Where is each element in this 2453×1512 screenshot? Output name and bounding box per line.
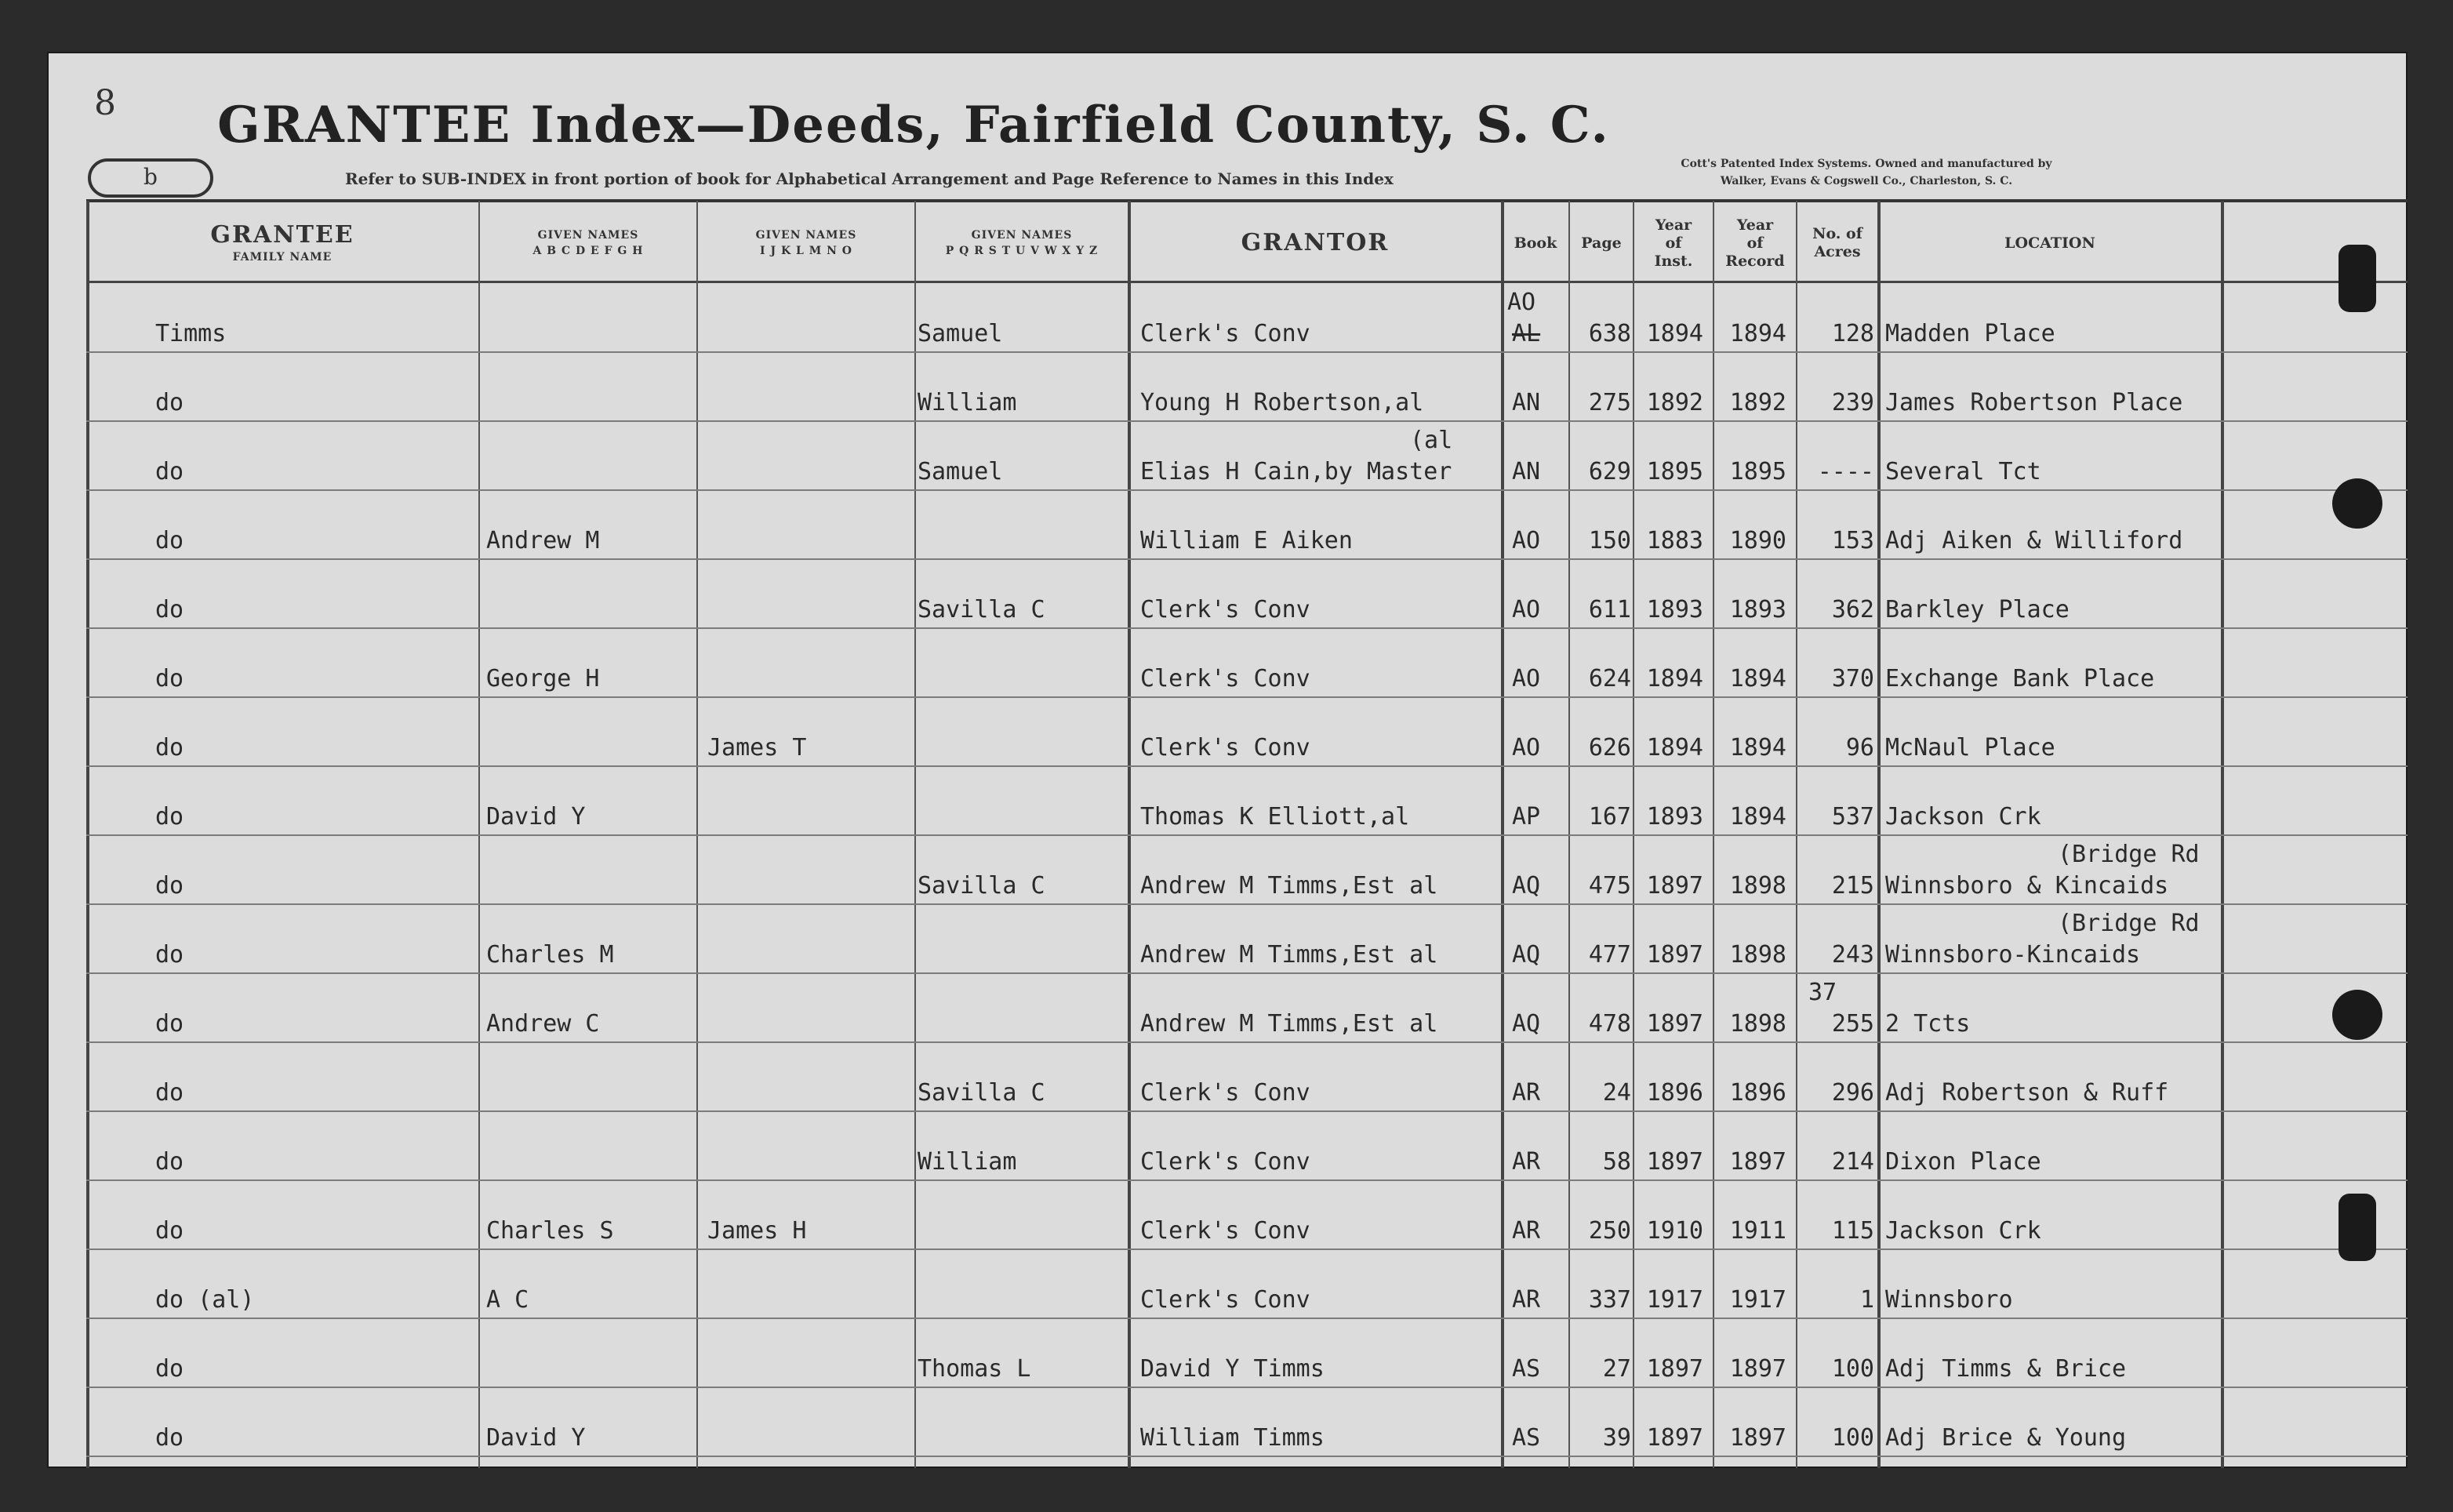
year-of-record-cell: 1893 bbox=[1729, 596, 1786, 623]
page-number-cell: 275 bbox=[1588, 389, 1631, 416]
col-header-label: Acres bbox=[1814, 243, 1861, 260]
acres-cell: 115 bbox=[1831, 1217, 1874, 1245]
year-of-record-cell: 1892 bbox=[1729, 389, 1786, 416]
location-cell: Barkley Place bbox=[1885, 596, 2070, 623]
page-number-cell: 638 bbox=[1588, 320, 1631, 347]
year-of-instrument-cell: 1894 bbox=[1646, 734, 1703, 761]
col-header-label: LOCATION bbox=[2004, 234, 2095, 252]
page-number-cell: 58 bbox=[1602, 1148, 1631, 1176]
col-header-page bbox=[1570, 205, 1633, 281]
given-name-p-z-cell: Samuel bbox=[918, 458, 1003, 485]
given-name-p-z-cell: Savilla C bbox=[918, 1079, 1045, 1107]
grantor-note: (al bbox=[1410, 427, 1453, 454]
location-cell: Adj Robertson & Ruff bbox=[1885, 1079, 2169, 1107]
year-of-record-cell: 1898 bbox=[1729, 1010, 1786, 1038]
col-header-label: No. of bbox=[1812, 225, 1862, 242]
corner-mark: 8 bbox=[94, 83, 116, 123]
year-of-record-cell: 1911 bbox=[1729, 1217, 1786, 1245]
page-number-cell: 629 bbox=[1588, 458, 1631, 485]
year-of-record-cell: 1890 bbox=[1729, 527, 1786, 554]
acres-cell: 100 bbox=[1831, 1355, 1874, 1383]
grantee-family-name-cell: do bbox=[155, 941, 184, 969]
col-header-year-inst bbox=[1634, 205, 1713, 281]
book-code-cell: AP bbox=[1512, 803, 1541, 831]
grantee-family-name-cell: do bbox=[155, 527, 184, 554]
col-header-label: of bbox=[1746, 234, 1764, 252]
publisher-line: Walker, Evans & Cogswell Co., Charleston, S. C. bbox=[1720, 175, 2013, 187]
acres-cell: 296 bbox=[1831, 1079, 1874, 1107]
year-of-record-cell: 1917 bbox=[1729, 1286, 1786, 1314]
book-code-cell: AR bbox=[1512, 1148, 1541, 1176]
book-code-cell: AO bbox=[1512, 734, 1541, 761]
year-of-instrument-cell: 1894 bbox=[1646, 320, 1703, 347]
given-name-p-z-cell: Samuel bbox=[918, 320, 1003, 347]
given-name-a-h-cell: Charles M bbox=[486, 941, 614, 969]
grantee-family-name-cell: do bbox=[155, 803, 184, 831]
page-number-cell: 475 bbox=[1588, 872, 1631, 900]
given-name-a-h-cell: A C bbox=[486, 1286, 529, 1314]
index-card bbox=[47, 52, 2408, 1468]
acres-cell: 1 bbox=[1859, 1286, 1874, 1314]
row-rule bbox=[86, 1110, 2408, 1112]
book-code-cell: AR bbox=[1512, 1079, 1541, 1107]
given-name-a-h-cell: Andrew C bbox=[486, 1010, 600, 1038]
location-cell: Several Tct bbox=[1885, 458, 2041, 485]
col-header-given-i-o bbox=[698, 205, 914, 281]
grantee-family-name-cell: do bbox=[155, 872, 184, 900]
year-of-record-cell: 1896 bbox=[1729, 1079, 1786, 1107]
binder-hole bbox=[2332, 478, 2382, 529]
acres-cell: 243 bbox=[1831, 941, 1874, 969]
col-header-sublabel: FAMILY NAME bbox=[232, 251, 333, 264]
year-of-record-cell: 1898 bbox=[1729, 941, 1786, 969]
grantor-name-cell: David Y Timms bbox=[1140, 1355, 1325, 1383]
row-rule bbox=[86, 627, 2408, 629]
location-cell: McNaul Place bbox=[1885, 734, 2055, 761]
col-header-label: Year bbox=[1736, 216, 1774, 234]
book-code-cell: AN bbox=[1512, 389, 1541, 416]
col-header-label: of bbox=[1665, 234, 1682, 252]
grantor-name-cell: Thomas K Elliott,al bbox=[1140, 803, 1410, 831]
given-name-p-z-cell: Thomas L bbox=[918, 1355, 1031, 1383]
col-header-grantor bbox=[1129, 205, 1501, 281]
book-code-cell: AS bbox=[1512, 1424, 1541, 1452]
acres-cell: ---- bbox=[1817, 458, 1874, 485]
page-number-cell: 250 bbox=[1588, 1217, 1631, 1245]
row-rule bbox=[86, 1387, 2408, 1388]
year-of-record-cell: 1894 bbox=[1729, 803, 1786, 831]
location-cell: Jackson Crk bbox=[1885, 1217, 2041, 1245]
publisher-line: Cott's Patented Index Systems. Owned and manufactured by bbox=[1681, 158, 2052, 170]
given-name-p-z-cell: William bbox=[918, 389, 1017, 416]
given-name-i-o-cell: James T bbox=[707, 734, 807, 761]
grantor-name-cell: William E Aiken bbox=[1140, 527, 1353, 554]
given-name-p-z-cell: Savilla C bbox=[918, 596, 1045, 623]
col-header-label: GIVEN NAMES bbox=[755, 229, 857, 242]
col-header-sublabel: I J K L M N O bbox=[760, 245, 852, 257]
location-cell: Adj Aiken & Williford bbox=[1885, 527, 2183, 554]
location-cell: Adj Timms & Brice bbox=[1885, 1355, 2127, 1383]
row-rule bbox=[86, 1179, 2408, 1181]
page-number-cell: 39 bbox=[1602, 1424, 1631, 1452]
grantor-name-cell: Clerk's Conv bbox=[1140, 1286, 1310, 1314]
grantor-name-cell: Clerk's Conv bbox=[1140, 734, 1310, 761]
row-rule bbox=[86, 1318, 2408, 1319]
book-code-cell: AN bbox=[1512, 458, 1541, 485]
col-header-given-a-h bbox=[480, 205, 696, 281]
grantor-name-cell: Clerk's Conv bbox=[1140, 1148, 1310, 1176]
col-header-label: Record bbox=[1725, 252, 1785, 270]
grantor-name-cell: Clerk's Conv bbox=[1140, 320, 1310, 347]
given-name-p-z-cell: William bbox=[918, 1148, 1017, 1176]
book-code-cell: AQ bbox=[1512, 1010, 1541, 1038]
year-of-record-cell: 1898 bbox=[1729, 872, 1786, 900]
page-number-cell: 337 bbox=[1588, 1286, 1631, 1314]
year-of-record-cell: 1894 bbox=[1729, 734, 1786, 761]
binder-hole bbox=[2332, 990, 2382, 1040]
col-header-book bbox=[1503, 205, 1568, 281]
acres-cell: 537 bbox=[1831, 803, 1874, 831]
col-header-acres bbox=[1797, 205, 1877, 281]
given-name-a-h-cell: Andrew M bbox=[486, 527, 600, 554]
year-of-instrument-cell: 1917 bbox=[1646, 1286, 1703, 1314]
col-header-label: Year bbox=[1655, 216, 1692, 234]
grantee-family-name-cell: do bbox=[155, 596, 184, 623]
col-header-location bbox=[1879, 205, 2221, 281]
location-cell: Winnsboro-Kincaids bbox=[1885, 941, 2141, 969]
acres-cell: 215 bbox=[1831, 872, 1874, 900]
grantee-family-name-cell: do bbox=[155, 734, 184, 761]
grantor-name-cell: Elias H Cain,by Master bbox=[1140, 458, 1452, 485]
page-number-cell: 27 bbox=[1602, 1355, 1631, 1383]
grantor-name-cell: Young H Robertson,al bbox=[1140, 389, 1424, 416]
book-code-cell: AO bbox=[1512, 596, 1541, 623]
row-rule bbox=[86, 351, 2408, 353]
location-cell: Madden Place bbox=[1885, 320, 2055, 347]
col-header-year-record bbox=[1714, 205, 1796, 281]
location-cell: Adj Brice & Young bbox=[1885, 1424, 2127, 1452]
acres-cell: 239 bbox=[1831, 389, 1874, 416]
year-of-record-cell: 1897 bbox=[1729, 1148, 1786, 1176]
grantee-family-name-cell: do bbox=[155, 1079, 184, 1107]
location-cell: Winnsboro & Kincaids bbox=[1885, 872, 2169, 900]
tab-letter[interactable]: b bbox=[88, 158, 213, 198]
given-name-p-z-cell: Savilla C bbox=[918, 872, 1045, 900]
year-of-instrument-cell: 1897 bbox=[1646, 872, 1703, 900]
year-of-instrument-cell: 1892 bbox=[1646, 389, 1703, 416]
row-rule bbox=[86, 903, 2408, 905]
acres-cell: 370 bbox=[1831, 665, 1874, 692]
col-header-label: GRANTEE bbox=[210, 221, 354, 249]
grantor-name-cell: Clerk's Conv bbox=[1140, 596, 1310, 623]
grantor-name-cell: Clerk's Conv bbox=[1140, 1217, 1310, 1245]
col-header-sublabel: P Q R S T U V W X Y Z bbox=[945, 245, 1099, 257]
year-of-instrument-cell: 1893 bbox=[1646, 596, 1703, 623]
acres-cell: 128 bbox=[1831, 320, 1874, 347]
given-name-a-h-cell: Charles S bbox=[486, 1217, 614, 1245]
grantee-family-name-cell: do bbox=[155, 1355, 184, 1383]
book-code-cell: AS bbox=[1512, 1355, 1541, 1383]
grantee-family-name-cell: do bbox=[155, 389, 184, 416]
acres-cell: 255 bbox=[1831, 1010, 1874, 1038]
col-header-given-p-z bbox=[916, 205, 1128, 281]
row-rule bbox=[86, 834, 2408, 836]
publisher-note bbox=[1584, 155, 2149, 190]
row-rule bbox=[86, 972, 2408, 974]
book-code-cell: AR bbox=[1512, 1217, 1541, 1245]
page-number-cell: 611 bbox=[1588, 596, 1631, 623]
acres-cell: 214 bbox=[1831, 1148, 1874, 1176]
year-of-instrument-cell: 1897 bbox=[1646, 941, 1703, 969]
year-of-record-cell: 1897 bbox=[1729, 1424, 1786, 1452]
year-of-instrument-cell: 1897 bbox=[1646, 1010, 1703, 1038]
year-of-record-cell: 1894 bbox=[1729, 665, 1786, 692]
grantee-family-name-cell: do bbox=[155, 458, 184, 485]
given-name-a-h-cell: David Y bbox=[486, 1424, 586, 1452]
year-of-instrument-cell: 1897 bbox=[1646, 1424, 1703, 1452]
col-header-label: Page bbox=[1581, 234, 1622, 252]
grantee-family-name-cell: Timms bbox=[155, 320, 227, 347]
location-cell: Dixon Place bbox=[1885, 1148, 2041, 1176]
given-name-a-h-cell: George H bbox=[486, 665, 600, 692]
grantee-family-name-cell: do bbox=[155, 1424, 184, 1452]
page-number-cell: 626 bbox=[1588, 734, 1631, 761]
location-cell: Jackson Crk bbox=[1885, 803, 2041, 831]
col-header-label: GIVEN NAMES bbox=[971, 229, 1073, 242]
grantee-family-name-cell: do (al) bbox=[155, 1286, 255, 1314]
col-header-label: GIVEN NAMES bbox=[537, 229, 639, 242]
location-cell: Exchange Bank Place bbox=[1885, 665, 2155, 692]
grantor-name-cell: William Timms bbox=[1140, 1424, 1325, 1452]
acres-cell: 362 bbox=[1831, 596, 1874, 623]
page-number-cell: 624 bbox=[1588, 665, 1631, 692]
location-cell: James Robertson Place bbox=[1885, 389, 2183, 416]
col-header-label: Book bbox=[1514, 234, 1557, 252]
book-code-cell: AL bbox=[1512, 320, 1541, 347]
year-of-record-cell: 1895 bbox=[1729, 458, 1786, 485]
row-rule bbox=[86, 558, 2408, 560]
year-of-instrument-cell: 1883 bbox=[1646, 527, 1703, 554]
header-top-rule bbox=[86, 199, 2408, 202]
col-header-label: GRANTOR bbox=[1241, 229, 1390, 256]
binder-slot bbox=[2339, 245, 2376, 312]
book-code-cell: AR bbox=[1512, 1286, 1541, 1314]
col-header-sublabel: A B C D E F G H bbox=[532, 245, 644, 257]
acres-cell: 153 bbox=[1831, 527, 1874, 554]
book-code-cell: AO bbox=[1512, 665, 1541, 692]
book-code-cell: AO bbox=[1512, 527, 1541, 554]
acres-cell: 100 bbox=[1831, 1424, 1874, 1452]
header-bottom-rule bbox=[86, 281, 2408, 283]
grantor-name-cell: Andrew M Timms,Est al bbox=[1140, 872, 1438, 900]
grantor-name-cell: Andrew M Timms,Est al bbox=[1140, 1010, 1438, 1038]
grantee-family-name-cell: do bbox=[155, 1217, 184, 1245]
book-correction: AO bbox=[1507, 289, 1536, 316]
year-of-instrument-cell: 1910 bbox=[1646, 1217, 1703, 1245]
grantor-name-cell: Clerk's Conv bbox=[1140, 665, 1310, 692]
row-rule bbox=[86, 420, 2408, 422]
row-rule bbox=[86, 696, 2408, 698]
row-rule bbox=[86, 1248, 2408, 1250]
page-number-cell: 150 bbox=[1588, 527, 1631, 554]
location-cell: Winnsboro bbox=[1885, 1286, 2013, 1314]
col-header-grantee bbox=[86, 205, 478, 281]
year-of-instrument-cell: 1893 bbox=[1646, 803, 1703, 831]
given-name-a-h-cell: David Y bbox=[486, 803, 586, 831]
location-note: (Bridge Rd bbox=[2058, 910, 2200, 937]
row-rule bbox=[86, 1041, 2408, 1043]
page-number-cell: 478 bbox=[1588, 1010, 1631, 1038]
row-rule bbox=[86, 1456, 2408, 1457]
acres-cell: 96 bbox=[1845, 734, 1874, 761]
col-header-label: Inst. bbox=[1654, 252, 1693, 270]
row-rule bbox=[86, 489, 2408, 491]
grantee-family-name-cell: do bbox=[155, 665, 184, 692]
year-of-instrument-cell: 1897 bbox=[1646, 1148, 1703, 1176]
book-code-cell: AQ bbox=[1512, 872, 1541, 900]
acres-note: 37 bbox=[1808, 979, 1837, 1006]
year-of-instrument-cell: 1895 bbox=[1646, 458, 1703, 485]
row-rule bbox=[86, 765, 2408, 767]
year-of-record-cell: 1897 bbox=[1729, 1355, 1786, 1383]
book-code-cell: AQ bbox=[1512, 941, 1541, 969]
year-of-record-cell: 1894 bbox=[1729, 320, 1786, 347]
location-cell: 2 Tcts bbox=[1885, 1010, 1971, 1038]
page-number-cell: 167 bbox=[1588, 803, 1631, 831]
index-instructions: Refer to SUB-INDEX in front portion of book for Alphabetical Arrangement and Page Reference to Names in this Index bbox=[345, 169, 1394, 188]
grantor-name-cell: Andrew M Timms,Est al bbox=[1140, 941, 1438, 969]
grantor-name-cell: Clerk's Conv bbox=[1140, 1079, 1310, 1107]
year-of-instrument-cell: 1896 bbox=[1646, 1079, 1703, 1107]
binder-slot bbox=[2339, 1194, 2376, 1261]
page-number-cell: 477 bbox=[1588, 941, 1631, 969]
grantee-family-name-cell: do bbox=[155, 1148, 184, 1176]
page-title: GRANTEE Index—Deeds, Fairfield County, S. C. bbox=[217, 96, 1610, 154]
grantee-family-name-cell: do bbox=[155, 1010, 184, 1038]
year-of-instrument-cell: 1894 bbox=[1646, 665, 1703, 692]
given-name-i-o-cell: James H bbox=[707, 1217, 807, 1245]
page-number-cell: 24 bbox=[1602, 1079, 1631, 1107]
year-of-instrument-cell: 1897 bbox=[1646, 1355, 1703, 1383]
location-note: (Bridge Rd bbox=[2058, 841, 2200, 868]
